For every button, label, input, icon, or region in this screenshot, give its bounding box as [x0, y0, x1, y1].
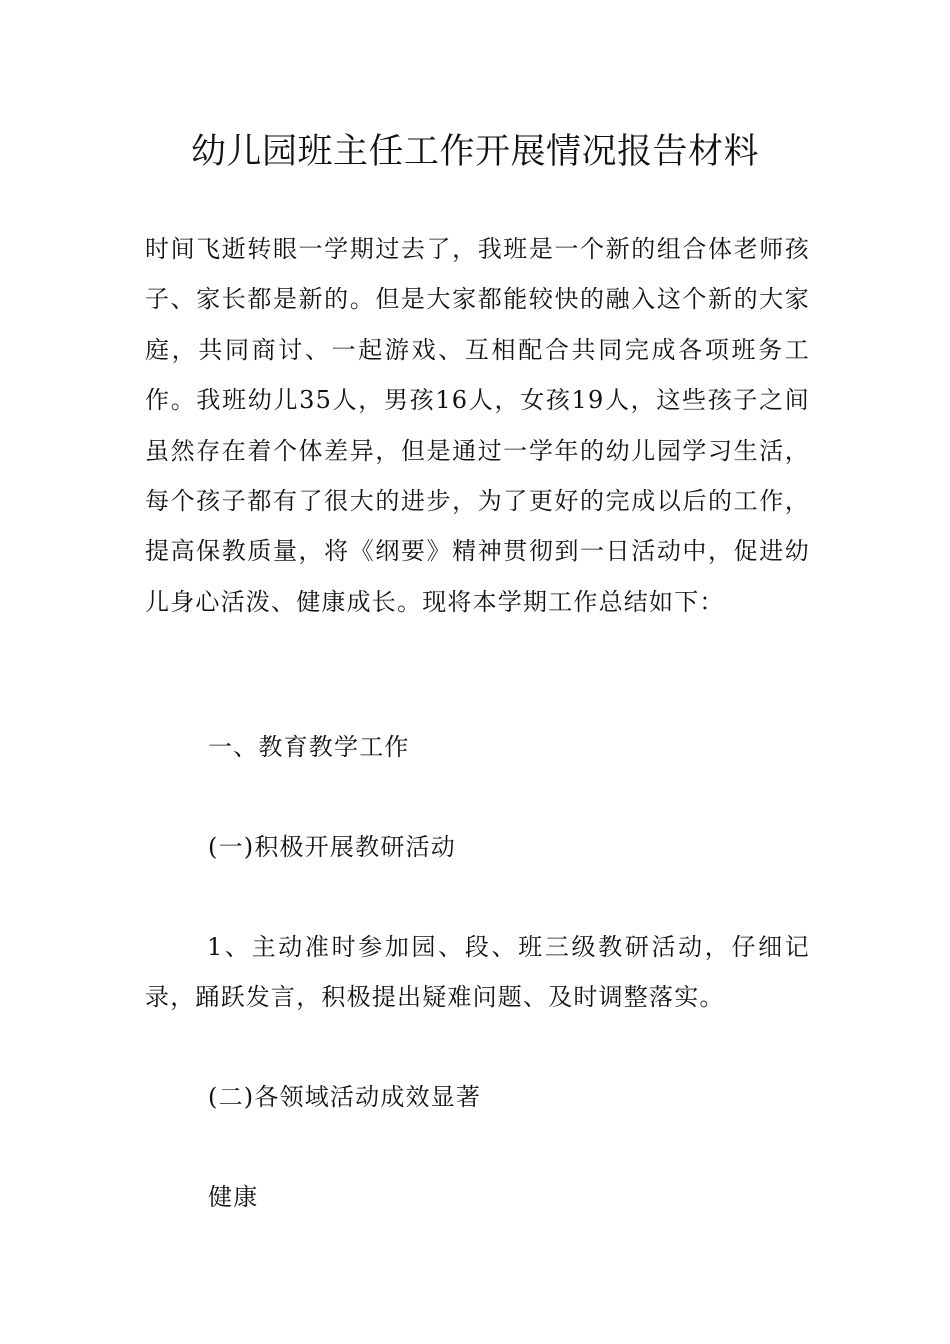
- document-title: 幼儿园班主任工作开展情况报告材料: [190, 132, 759, 172]
- subsection-heading-research: (一)积极开展教研活动: [208, 833, 456, 861]
- health-heading: 健康: [208, 1183, 259, 1211]
- section-heading-education: 一、教育教学工作: [208, 733, 410, 761]
- subsection-heading-domains: (二)各领域活动成效显著: [208, 1083, 482, 1111]
- intro-paragraph: 时间飞逝转眼一学期过去了，我班是一个新的组合体老师孩子、家长都是新的。但是大家都能较快的融入这个新的大家庭，共同商讨、一起游戏、互相配合共同完成各项班务工作。我班幼儿35人，男孩16人，女孩19人，这些孩子之间虽然存在着个体差异，但是通过一学年的幼儿园学习生活，每个孩子都有了很大的进步，为了更好的完成以后的工作，提高保教质量，将《纲要》精神贯彻到一日活动中，促进幼儿身心活泼、健康成长。现将本学期工作总结如下：: [145, 235, 810, 616]
- research-paragraph: 1、主动准时参加园、段、班三级教研活动，仔细记录，踊跃发言，积极提出疑难问题、及时调整落实。: [145, 933, 810, 1012]
